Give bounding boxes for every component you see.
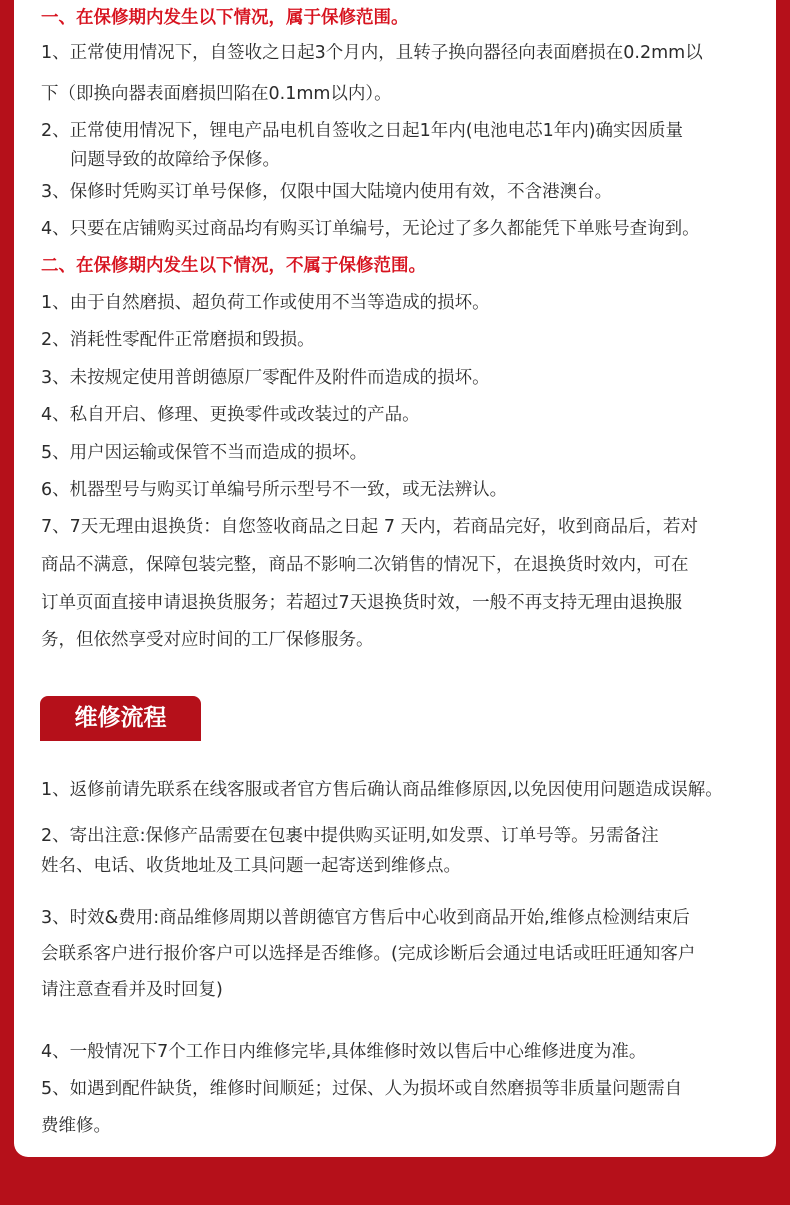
covered-line: 4、只要在店铺购买过商品均有购买订单编号，无论过了多久都能凭下单账号查询到。 [41, 219, 700, 239]
not-covered-line: 1、由于自然磨损、超负荷工作或使用不当等造成的损坏。 [41, 293, 490, 313]
repair-line: 4、一般情况下7个工作日内维修完毕,具体维修时效以售后中心维修进度为准。 [41, 1042, 647, 1062]
not-covered-line: 6、机器型号与购买订单编号所示型号不一致，或无法辨认。 [41, 480, 508, 500]
covered-line: 1、正常使用情况下，自签收之日起3个月内，且转子换向器径向表面磨损在0.2mm以 [41, 43, 703, 63]
not-covered-line: 订单页面直接申请退换货服务；若超过7天退换货时效，一般不再支持无理由退换服 [41, 593, 683, 613]
not-covered-line: 4、私自开启、修理、更换零件或改装过的产品。 [41, 405, 420, 425]
covered-heading: 一、在保修期内发生以下情况，属于保修范围。 [41, 8, 409, 28]
repair-section-title: 维修流程 [40, 696, 201, 741]
not-covered-line: 5、用户因运输或保管不当而造成的损坏。 [41, 443, 368, 463]
repair-line: 会联系客户进行报价客户可以选择是否维修。(完成诊断后会通过电话或旺旺通知客户 [41, 944, 696, 964]
not-covered-line: 7、7天无理由退换货：自您签收商品之日起 7 天内，若商品完好，收到商品后，若对 [41, 517, 699, 537]
repair-line: 姓名、电话、收货地址及工具问题一起寄送到维修点。 [41, 856, 461, 876]
not-covered-line: 3、未按规定使用普朗德原厂零配件及附件而造成的损坏。 [41, 368, 490, 388]
content-card [14, 0, 776, 1157]
not-covered-line: 商品不满意，保障包装完整，商品不影响二次销售的情况下，在退换货时效内，可在 [41, 555, 689, 575]
repair-line: 请注意查看并及时回复) [41, 980, 223, 1000]
not-covered-heading: 二、在保修期内发生以下情况，不属于保修范围。 [41, 256, 426, 276]
repair-line: 3、时效&费用:商品维修周期以普朗德官方售后中心收到商品开始,维修点检测结束后 [41, 908, 690, 928]
covered-line: 下（即换向器表面磨损凹陷在0.1mm以内）。 [41, 84, 392, 104]
repair-line: 2、寄出注意:保修产品需要在包裹中提供购买证明,如发票、订单号等。另需备注 [41, 826, 659, 846]
covered-line: 问题导致的故障给予保修。 [70, 150, 280, 170]
covered-line: 2、正常使用情况下，锂电产品电机自签收之日起1年内(电池电芯1年内)确实因质量 [41, 121, 684, 141]
not-covered-line: 2、消耗性零配件正常磨损和毁损。 [41, 330, 315, 350]
repair-line: 1、返修前请先联系在线客服或者官方售后确认商品维修原因,以免因使用问题造成误解。 [41, 780, 723, 800]
repair-line: 5、如遇到配件缺货，维修时间顺延；过保、人为损坏或自然磨损等非质量问题需自 [41, 1079, 683, 1099]
not-covered-line: 务，但依然享受对应时间的工厂保修服务。 [41, 630, 374, 650]
repair-line: 费维修。 [41, 1116, 111, 1136]
covered-line: 3、保修时凭购买订单号保修，仅限中国大陆境内使用有效，不含港澳台。 [41, 182, 613, 202]
